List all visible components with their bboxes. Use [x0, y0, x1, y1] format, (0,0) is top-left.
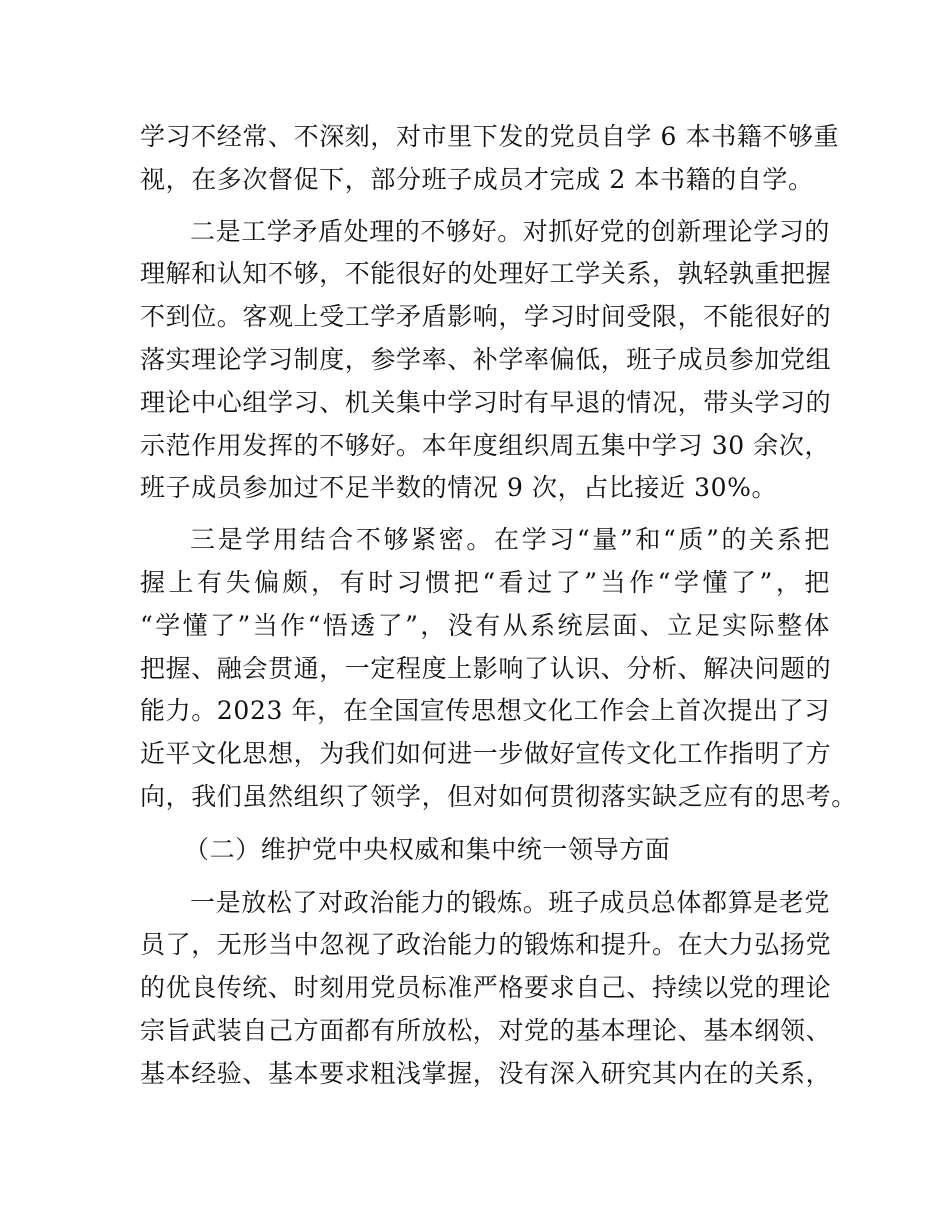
text-line: 理解和认知不够，不能很好的处理好工学关系，孰轻孰重把握 [140, 259, 832, 289]
text-line: 理论中心组学习、机关集中学习时有早退的情况，带头学习的 [140, 387, 832, 417]
text-line: “学懂了”当作“悟透了”，没有从系统层面、立足实际整体 [140, 610, 830, 640]
text-line: 握上有失偏颇，有时习惯把“看过了”当作“学懂了”，把 [140, 567, 830, 597]
paragraph-gap [140, 510, 830, 519]
text-line: 学习不经常、不深刻，对市里下发的党员自学 6 本书籍不够重 [140, 122, 840, 151]
text-line: 落实理论学习制度，参学率、补学率偏低，班子成员参加党组 [140, 344, 832, 374]
text-line: 一是放松了对政治能力的锻炼。班子成员总体都算是老党 [190, 887, 831, 917]
text-line: 三是学用结合不够紧密。在学习“量”和“质”的关系把 [190, 525, 830, 555]
text-line: 近平文化思想，为我们如何进一步做好宣传文化工作指明了方 [140, 739, 832, 769]
text-line: 二是工学矛盾处理的不够好。对抓好党的创新理论学习的 [190, 216, 831, 246]
text-line: 视，在多次督促下，部分班子成员才完成 2 本书籍的自学。 [140, 164, 814, 194]
paragraph-gap [140, 872, 830, 882]
text-line: 不到位。客观上受工学矛盾影响，学习时间受限，不能很好的 [140, 302, 832, 332]
text-line: 基本经验、基本要求粗浅掌握，没有深入研究其内在的关系， [140, 1058, 832, 1088]
text-line: 示范作用发挥的不够好。本年度组织周五集中学习 30 余次， [140, 430, 831, 460]
text-line: 班子成员参加过不足半数的情况 9 次，占比接近 30%。 [140, 473, 778, 503]
document-body [140, 116, 857, 1096]
text-line: 能力。2023 年，在全国宣传思想文化工作会上首次提出了习 [140, 696, 830, 726]
paragraph-gap [140, 819, 830, 829]
paragraph-gap [140, 202, 830, 211]
text-line: 员了，无形当中忽视了政治能力的锻炼和提升。在大力弘扬党 [140, 930, 832, 960]
text-line: 向，我们虽然组织了领学，但对如何贯彻落实缺乏应有的思考。 [140, 781, 857, 811]
section-heading: （二）维护党中央权威和集中统一领导方面 [184, 834, 671, 864]
text-line: 的优良传统、时刻用党员标准严格要求自己、持续以党的理论 [140, 973, 832, 1003]
text-line: 把握、融会贯通，一定程度上影响了认识、分析、解决问题的 [140, 653, 832, 683]
text-line: 宗旨武装自己方面都有所放松，对党的基本理论、基本纲领、 [140, 1015, 832, 1045]
